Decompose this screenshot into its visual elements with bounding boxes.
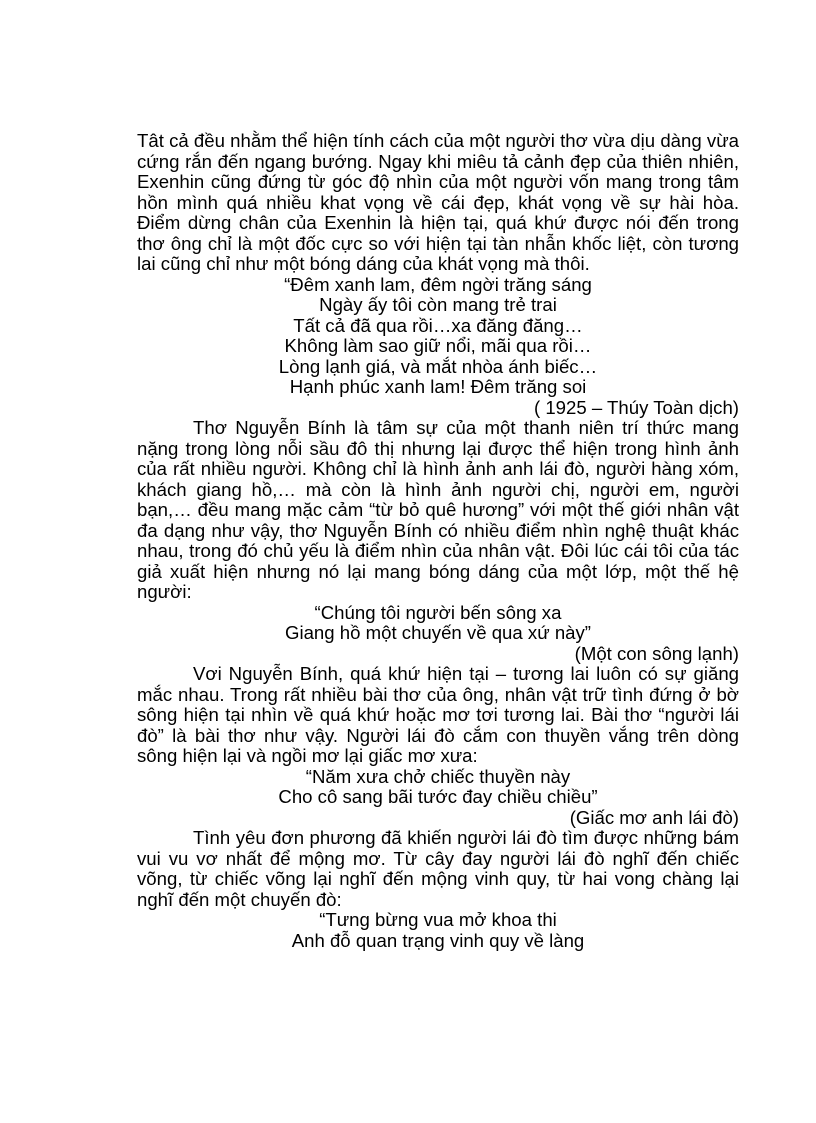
poem-exenhin	[137, 275, 739, 398]
verse-line: Ngày ấy tôi còn mang trẻ trai	[319, 294, 557, 315]
verse-line: Giang hồ một chuyến về qua xứ này”	[285, 622, 591, 643]
paragraph-tinh-yeu: Tình yêu đơn phương đã khiến người lái đò tìm được những bám vui vu vơ nhất để mộng mơ. Từ cây đay người lái đò nghĩ đến chiếc võng, từ chiếc võng lại nghĩ đến mộng vinh quy, từ hai vong chàng lại nghĩ đến một chuyến đò:	[137, 827, 739, 910]
verse-line: Lòng lạnh giá, và mắt nhòa ánh biếc…	[278, 355, 598, 377]
verse-line: “Đêm xanh lam, đêm ngời trăng sáng	[284, 273, 592, 295]
verse-line: Cho cô sang bãi tước đay chiều chiều”	[278, 786, 598, 807]
poem-citation: ( 1925 – Thúy Toàn dịch)	[533, 396, 739, 418]
verse-line: Không làm sao giữ nổi, mãi qua rồi…	[284, 335, 592, 356]
poem-mot-con-song-lanh	[137, 603, 739, 644]
verse-line: “Chúng tôi người bến sông xa	[314, 601, 562, 623]
paragraph-exenhin: Tât cả đều nhằm thể hiện tính cách của một người thơ vừa dịu dàng vừa cứng rắn đến ngang bướng. Ngay khi miêu tả cảnh đẹp của thiên nhiên, Exenhin cũng đứng từ góc độ nhìn của một người vốn mang trong tâm hồn mình quá nhiều khat vọng về cái đẹp, khát vọng về sự hài hòa. Điểm dừng chân của Exenhin là hiện tại, quá khứ được nói đến trong thơ ông chỉ là một đốc cực so với hiện tại tàn nhẫn khốc liệt, còn tương lai cũng chỉ như một bóng dáng của khát vọng mà thôi.	[137, 130, 739, 274]
verse-line: Tất cả đã qua rồi…xa đăng đăng…	[293, 314, 583, 336]
verse-line: Anh đỗ quan trạng vinh quy về làng	[291, 929, 585, 951]
paragraph-nguyen-binh: Thơ Nguyễn Bính là tâm sự của một thanh niên trí thức mang nặng trong lòng nỗi sầu đô thị nhưng lại được thể hiện trong hình ảnh của rất nhiều người. Không chỉ là hình ảnh anh lái đò, người hàng xóm, khách giang hồ,… mà còn là hình ảnh người chị, người em, người bạn,… đều mang mặc cảm “từ bỏ quê hương” với một thế giới nhân vật đa dạng như vậy, thơ Nguyễn Bính có nhiều điểm nhìn nghệ thuật khác nhau, trong đó chủ yếu là điểm nhìn của nhân vật. Đôi lúc cái tôi của tác giả xuất hiện nhưng nó lại mang bóng dáng của một lớp, một thế hệ người:	[137, 417, 739, 602]
poem-vinh-quy	[137, 910, 739, 951]
poem-citation: (Giấc mơ anh lái đò)	[569, 806, 739, 828]
verse-line: “Tưng bừng vua mở khoa thi	[319, 909, 557, 930]
poem-giac-mo	[137, 767, 739, 808]
document-page	[137, 131, 739, 951]
verse-line: “Năm xưa chở chiếc thuyền này	[305, 765, 571, 787]
paragraph-qua-khu-hien-tai: Vơi Nguyễn Bính, quá khứ hiện tại – tương lai luôn có sự giăng mắc nhau. Trong rất nhiều bài thơ của ông, nhân vật trữ tình đứng ở bờ sông hiện tại nhìn về quá khứ hoặc mơ tơi tương lai. Bài thơ “người lái đò” là bài thơ như vậy. Người lái đò cắm con thuyền vắng trên dòng sông hiện lại và ngồi mơ lại giấc mơ xưa:	[137, 663, 739, 766]
poem-citation: (Một con sông lạnh)	[574, 642, 739, 664]
verse-line: Hạnh phúc xanh lam! Đêm trăng soi	[289, 376, 587, 397]
